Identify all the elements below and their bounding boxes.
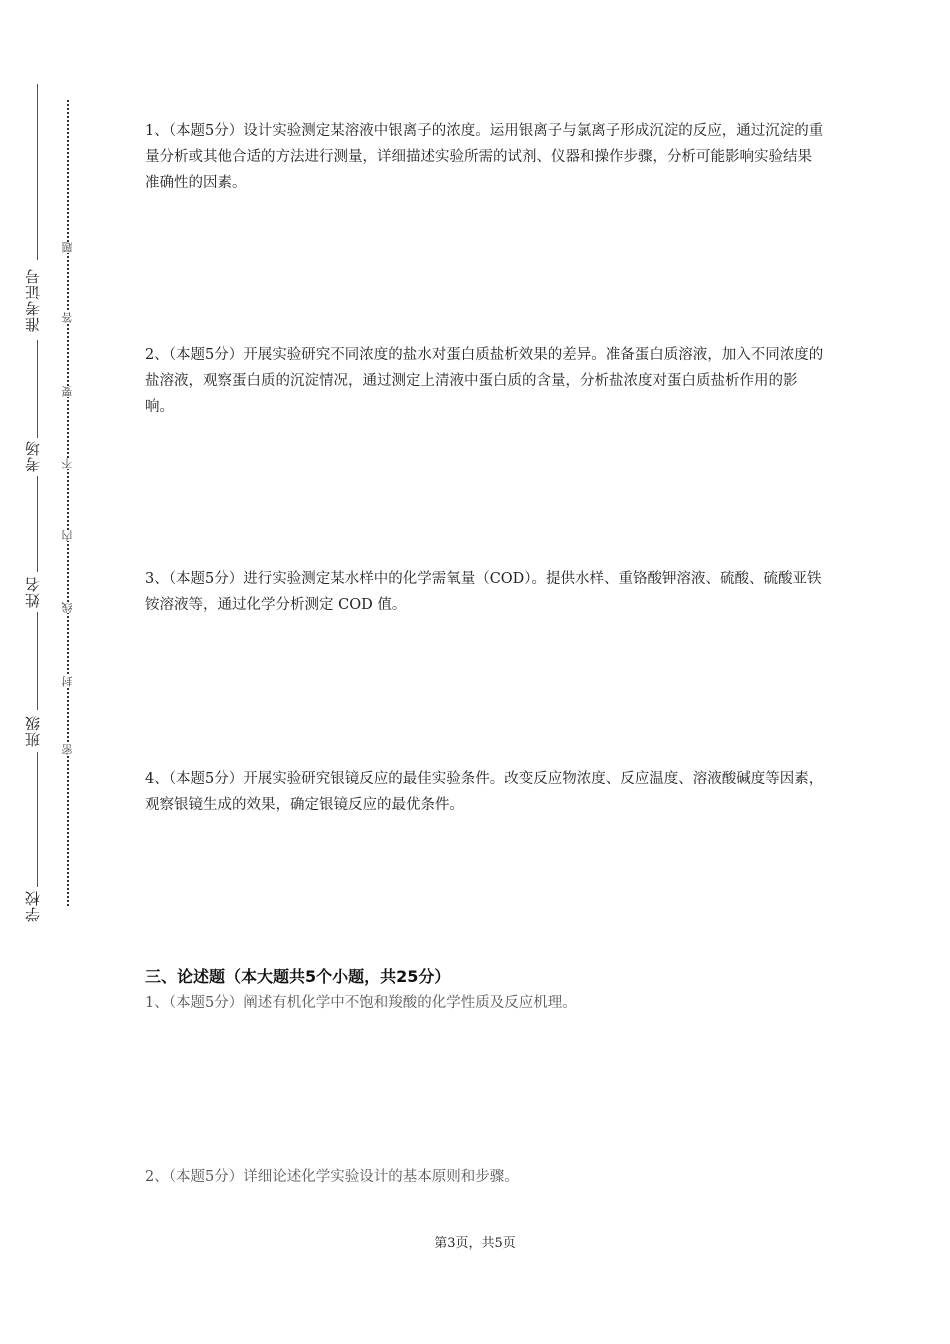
- question-3: 3、（本题5分）进行实验测定某水样中的化学需氧量（COD）。提供水样、重铬酸钾溶液、硫酸、硫酸亚铁铵溶液等，通过化学分析测定 COD 值。: [145, 571, 822, 613]
- seal-word: 内: [61, 530, 74, 541]
- seal-word: 封: [61, 676, 74, 687]
- essay-question-1: 1、（本题5分）阐述有机化学中不饱和羧酸的化学性质及反应机理。: [145, 995, 577, 1011]
- seal-word: 线: [61, 602, 74, 613]
- question-1: 1、（本题5分）设计实验测定某溶液中银离子的浓度。运用银离子与氯离子形成沉淀的反应，通过沉淀的重量分析或其他合适的方法进行测量，详细描述实验所需的试剂、仪器和操作步骤，分析可能影响实验结果准确性的因素。: [145, 123, 824, 191]
- binding-margin: [0, 0, 100, 1000]
- field-label-class: 班级: [24, 715, 42, 747]
- seal-word: 题: [61, 242, 74, 253]
- binding-line: [37, 612, 38, 710]
- field-label-exam-room: 考场: [24, 440, 42, 472]
- binding-line: [37, 476, 38, 572]
- field-label-school: 学校: [24, 890, 42, 922]
- essay-question-2: 2、（本题5分）详细论述化学实验设计的基本原则和步骤。: [145, 1169, 519, 1185]
- field-label-exam-number: 准考证号: [24, 268, 42, 332]
- seal-word: 答: [61, 312, 74, 323]
- binding-line: [37, 340, 38, 438]
- field-label-name: 姓名: [24, 576, 42, 608]
- seal-word: 密: [61, 744, 74, 755]
- binding-line: [37, 752, 38, 887]
- section-title: 三、论述题（本大题共5个小题，共25分）: [145, 967, 451, 986]
- binding-line: [37, 84, 38, 260]
- question-2: 2、（本题5分）开展实验研究不同浓度的盐水对蛋白质盐析效果的差异。准备蛋白质溶液，加入不同浓度的盐溶液，观察蛋白质的沉淀情况，通过测定上清液中蛋白质的含量，分析盐浓度对蛋白质盐析作用的影响。: [145, 347, 824, 415]
- seal-word: 要: [61, 386, 74, 397]
- page-number: 第3页，共5页: [434, 1236, 516, 1251]
- seal-dotted-line: [67, 100, 69, 906]
- question-4: 4、（本题5分）开展实验研究银镜反应的最佳实验条件。改变反应物浓度、反应温度、溶液酸碱度等因素，观察银镜生成的效果，确定银镜反应的最优条件。: [145, 771, 824, 813]
- seal-word: 不: [61, 458, 74, 469]
